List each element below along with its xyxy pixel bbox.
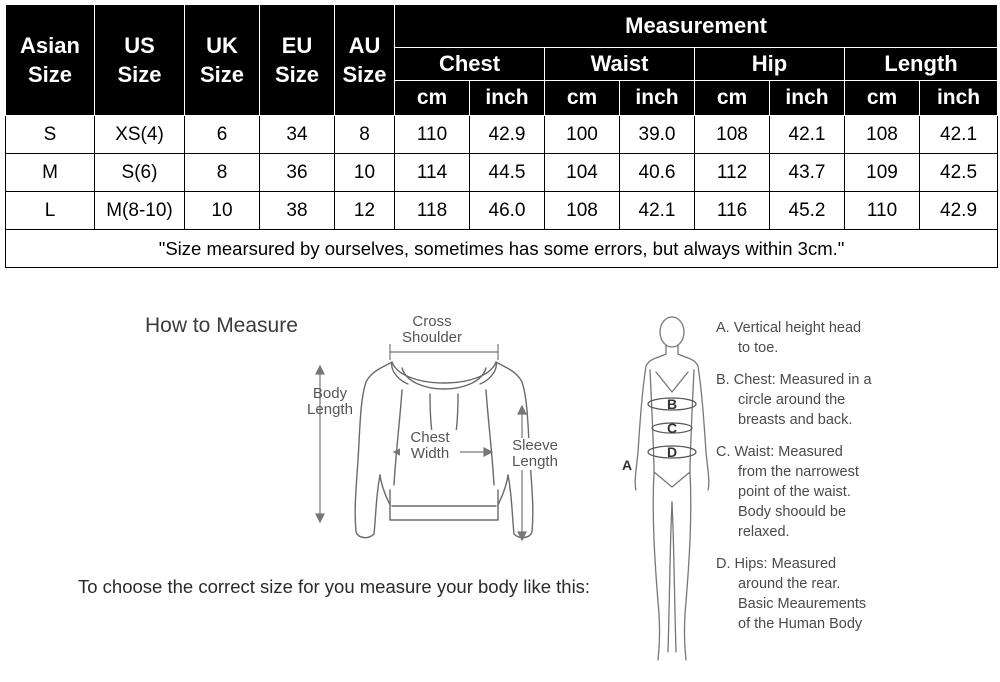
table-cell: 42.9: [920, 192, 998, 230]
table-cell: 108: [845, 116, 920, 154]
table-cell: 10: [185, 192, 260, 230]
table-cell: 118: [395, 192, 470, 230]
table-cell: 36: [260, 154, 335, 192]
note-chest: B. Chest: Measured in a circle around the breasts and back.: [716, 372, 872, 428]
table-cell: 42.9: [470, 116, 545, 154]
table-cell: 108: [695, 116, 770, 154]
header-waist: Waist: [545, 48, 695, 81]
table-cell: 46.0: [470, 192, 545, 230]
table-cell: 45.2: [770, 192, 845, 230]
table-row: [6, 154, 998, 192]
table-cell: 110: [395, 116, 470, 154]
table-cell: 104: [545, 154, 620, 192]
unit-cm: cm: [545, 81, 620, 116]
header-uk-size: UK Size: [185, 5, 260, 116]
header-length: Length: [845, 48, 998, 81]
table-cell: M(8-10): [95, 192, 185, 230]
cross-shoulder-label: Cross Shoulder: [401, 313, 463, 346]
table-cell: 44.5: [470, 154, 545, 192]
table-cell: 10: [335, 154, 395, 192]
header-us-size: US Size: [95, 5, 185, 116]
unit-inch: inch: [920, 81, 998, 116]
table-cell: S(6): [95, 154, 185, 192]
table-row: [6, 192, 998, 230]
letter-d: D: [667, 444, 678, 460]
body-length-label: Body Length: [307, 385, 353, 418]
table-cell: 110: [845, 192, 920, 230]
table-cell: 114: [395, 154, 470, 192]
unit-inch: inch: [470, 81, 545, 116]
table-cell: 38: [260, 192, 335, 230]
table-cell: 43.7: [770, 154, 845, 192]
table-cell: 40.6: [620, 154, 695, 192]
header-hip: Hip: [695, 48, 845, 81]
table-row: [6, 116, 998, 154]
unit-inch: inch: [620, 81, 695, 116]
human-body-figure-icon: [620, 312, 720, 682]
letter-a: A: [622, 457, 633, 473]
choose-size-instruction: To choose the correct size for you measure your body like this:: [78, 576, 591, 597]
table-cell: S: [6, 116, 95, 154]
table-cell: M: [6, 154, 95, 192]
unit-cm: cm: [395, 81, 470, 116]
note-hips: D. Hips: Measured around the rear. Basic Meaurements of the Human Body: [716, 556, 867, 632]
table-cell: 42.1: [770, 116, 845, 154]
table-cell: 112: [695, 154, 770, 192]
guide-title: How to Measure: [145, 314, 298, 337]
table-cell: 39.0: [620, 116, 695, 154]
header-au-size: AU Size: [335, 5, 395, 116]
chest-width-label: Chest Width: [400, 430, 460, 462]
table-cell: XS(4): [95, 116, 185, 154]
letter-c: C: [667, 420, 678, 436]
header-eu-size: EU Size: [260, 5, 335, 116]
header-chest: Chest: [395, 48, 545, 81]
measurement-note: "Size mearsured by ourselves, sometimes has some errors, but always within 3cm.": [6, 230, 998, 268]
table-cell: L: [6, 192, 95, 230]
header-measurement: Measurement: [395, 5, 998, 48]
table-cell: 8: [335, 116, 395, 154]
note-waist: C. Waist: Measured from the narrowest point of the waist. Body shoould be relaxed.: [716, 444, 859, 540]
table-cell: 42.5: [920, 154, 998, 192]
size-chart-table: [5, 4, 998, 268]
table-cell: 108: [545, 192, 620, 230]
table-cell: 12: [335, 192, 395, 230]
table-cell: 100: [545, 116, 620, 154]
measurement-notes: [716, 318, 996, 646]
unit-cm: cm: [845, 81, 920, 116]
unit-inch: inch: [770, 81, 845, 116]
note-height: A. Vertical height head to toe.: [716, 320, 862, 356]
table-cell: 34: [260, 116, 335, 154]
measuring-guide: [0, 290, 1000, 659]
table-cell: 8: [185, 154, 260, 192]
sleeve-length-label: Sleeve Length: [504, 438, 566, 470]
table-cell: 42.1: [620, 192, 695, 230]
unit-cm: cm: [695, 81, 770, 116]
letter-b: B: [667, 396, 678, 412]
table-cell: 42.1: [920, 116, 998, 154]
header-asian-size: Asian Size: [6, 5, 95, 116]
table-cell: 6: [185, 116, 260, 154]
table-cell: 116: [695, 192, 770, 230]
table-cell: 109: [845, 154, 920, 192]
